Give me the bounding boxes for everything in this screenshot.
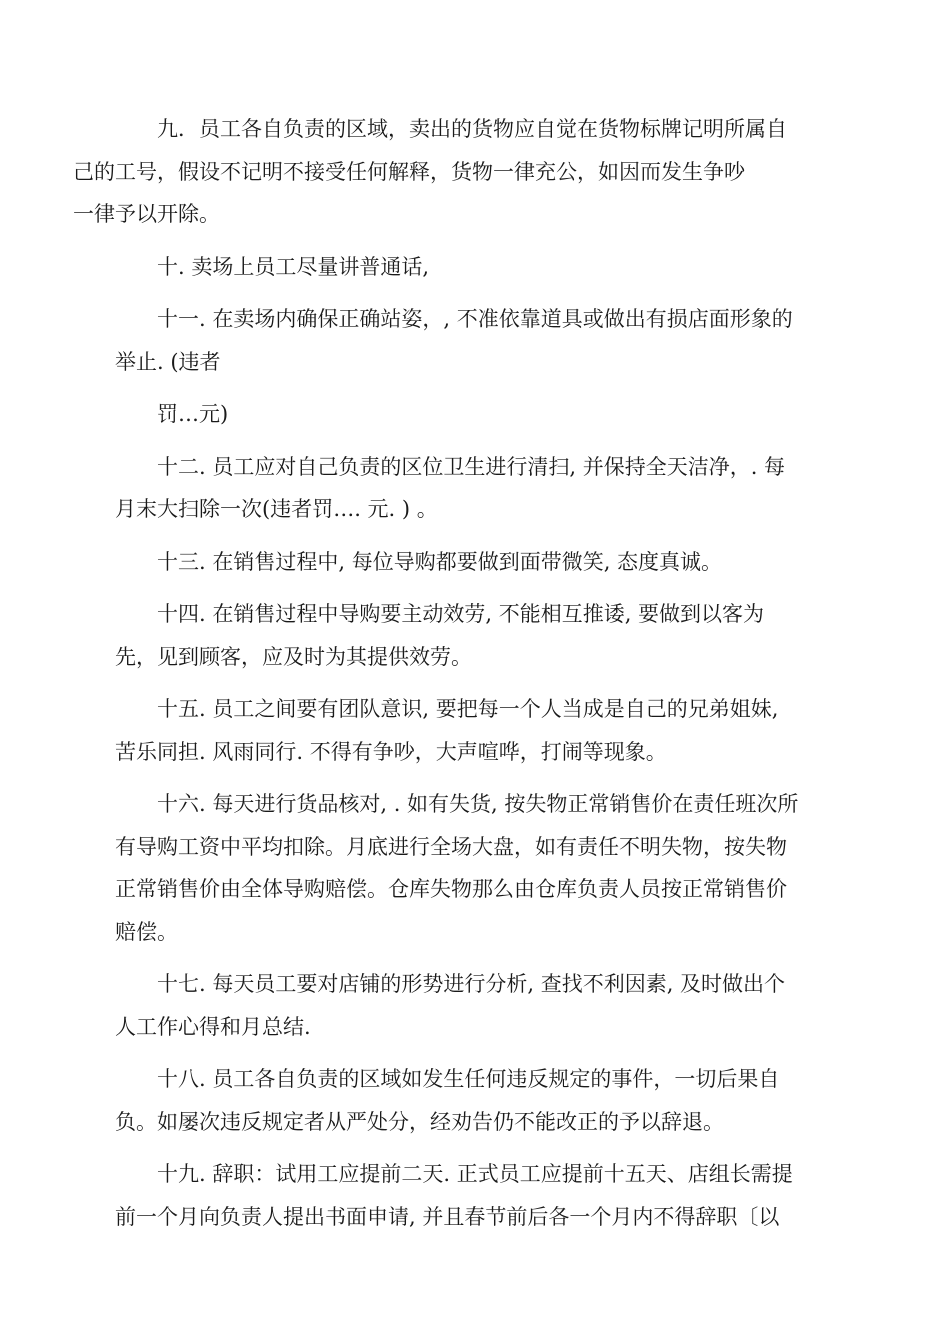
document-body [73,108,840,1248]
paragraph-13 [115,541,840,584]
text-line: 举止. (违者 [115,349,221,374]
text-line: 赔偿。 [115,919,178,944]
text-line: 十七. 每天员工要对店铺的形势进行分析, 查找不利因素, 及时做出个 [157,972,786,996]
paragraph-12 [115,446,840,531]
paragraph-11-continued [115,393,840,436]
text-line: 十五. 员工之间要有团队意识, 要把每一个人当成是自己的兄弟姐妹, [157,697,779,721]
text-line: 月末大扫除一次(违者罚…. 元. ) 。 [115,497,438,521]
paragraph-17 [115,963,840,1048]
text-line: 人工作心得和月总结. [115,1014,311,1039]
text-line: 九．员工各自负责的区域，卖出的货物应自觉在货物标牌记明所属自 [157,117,787,141]
paragraph-19 [115,1153,840,1238]
text-line: 罚…元) [157,402,229,426]
paragraph-18 [115,1058,840,1143]
text-line: 有导购工资中平均扣除。月底进行全场大盘，如有责任不明失物，按失物 [115,834,787,859]
text-line: 前一个月向负责人提出书面申请, 并且春节前后各一个月内不得辞职〔以 [115,1204,780,1229]
text-line: 十四. 在销售过程中导购要主动效劳, 不能相互推诿, 要做到以客为 [157,602,765,626]
text-line: 己的工号，假设不记明不接受任何解释，货物一律充公，如因而发生争吵 [73,159,745,184]
text-line: 十九. 辞职：试用工应提前二天. 正式员工应提前十五天、店组长需提 [157,1162,793,1186]
text-line: 十三. 在销售过程中, 每位导购都要做到面带微笑, 态度真诚。 [157,549,723,574]
paragraph-11 [115,298,840,383]
text-line: 正常销售价由全体导购赔偿。仓库失物那么由仓库负责人员按正常销售价 [115,877,787,901]
text-line: 十八. 员工各自负责的区域如发生任何违反规定的事件，一切后果自 [157,1067,780,1091]
paragraph-15 [115,688,840,773]
text-line: 先，见到顾客，应及时为其提供效劳。 [115,644,472,669]
text-line: 一律予以开除。 [73,202,220,226]
text-line: 负。如屡次违反规定者从严处分，经劝告仍不能改正的予以辞退。 [115,1109,724,1134]
text-line: 十六. 每天进行货品核对, . 如有失货, 按失物正常销售价在责任班次所 [157,792,799,816]
text-line: 苦乐同担. 风雨同行. 不得有争吵，大声喧哗，打闹等现象。 [115,739,667,764]
text-line: 十. 卖场上员工尽量讲普通话, [157,254,430,279]
paragraph-16 [115,783,840,953]
paragraph-10 [115,246,840,289]
paragraph-14 [115,593,840,678]
text-line: 十一. 在卖场内确保正确站姿，, 不准依靠道具或做出有损店面形象的 [157,307,793,331]
text-line: 十二. 员工应对自己负责的区位卫生进行清扫, 并保持全天洁净，. 每 [157,454,786,479]
paragraph-9 [73,108,840,236]
